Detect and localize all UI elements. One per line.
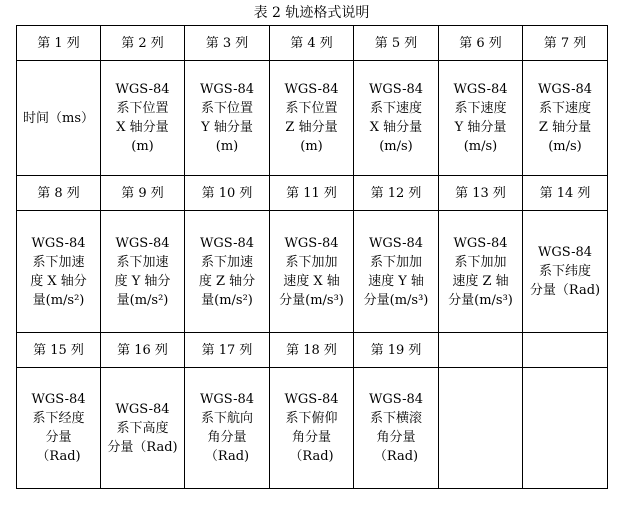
table-cell: [439, 211, 523, 333]
content-row-1: [17, 61, 608, 176]
column-header: 第 8 列: [17, 176, 101, 211]
table-cell-empty: [439, 368, 523, 489]
column-header: 第 12 列: [354, 176, 439, 211]
column-header: 第 6 列: [439, 26, 523, 61]
cell-text: WGS-84 系下速度 X 轴分量 (m/s): [368, 82, 424, 154]
header-row-3: [17, 333, 608, 368]
column-header-empty: [439, 333, 523, 368]
table-cell: [523, 211, 608, 333]
table-caption: 表 2 轨迹格式说明: [253, 5, 370, 21]
cell-text: WGS-84 系下横滚 角分量 （Rad): [368, 392, 424, 464]
column-header: 第 5 列: [354, 26, 439, 61]
column-header: 第 11 列: [270, 176, 354, 211]
cell-text: WGS-84 系下俯仰 角分量 （Rad): [284, 392, 339, 464]
content-row-3: [17, 368, 608, 489]
column-header: 第 10 列: [185, 176, 270, 211]
cell-text: WGS-84 系下经度 分量 （Rad): [31, 392, 86, 464]
column-header: 第 9 列: [101, 176, 185, 211]
table-cell: [354, 61, 439, 176]
table-cell: [354, 368, 439, 489]
cell-text: 时间（ms）: [23, 110, 94, 126]
cell-text: WGS-84 系下加速 度 Y 轴分 量(m/s²): [114, 235, 171, 308]
cell-text: WGS-84 系下位置 Z 轴分量 (m): [284, 82, 339, 154]
table-cell: [270, 368, 354, 489]
cell-text: WGS-84 系下加加 速度 Y 轴 分量(m/s³): [363, 235, 429, 308]
table-cell: [185, 368, 270, 489]
cell-text: WGS-84 系下位置 Y 轴分量 (m): [199, 82, 255, 154]
table-cell: [17, 61, 101, 176]
table-cell: [523, 61, 608, 176]
cell-text: WGS-84 系下加加 速度 Z 轴 分量(m/s³): [448, 235, 513, 308]
table-cell: [101, 211, 185, 333]
table-cell: [270, 211, 354, 333]
cell-text: WGS-84 系下速度 Y 轴分量 (m/s): [453, 82, 508, 154]
column-header: 第 4 列: [270, 26, 354, 61]
table-cell-empty: [523, 368, 608, 489]
table-cell: [354, 211, 439, 333]
cell-text: WGS-84 系下航向 角分量 （Rad): [199, 392, 255, 464]
column-header-empty: [523, 333, 608, 368]
table-cell: [185, 61, 270, 176]
table-cell: [17, 368, 101, 489]
column-header: 第 7 列: [523, 26, 608, 61]
column-header: 第 1 列: [17, 26, 101, 61]
cell-text: WGS-84 系下位置 X 轴分量 (m): [115, 82, 170, 154]
cell-text: WGS-84 系下加加 速度 X 轴 分量(m/s³): [279, 235, 344, 308]
table-cell: [270, 61, 354, 176]
table-cell: [439, 61, 523, 176]
cell-text: WGS-84 系下高度 分量（Rad): [107, 401, 178, 455]
column-header: 第 3 列: [185, 26, 270, 61]
column-header: 第 15 列: [17, 333, 101, 368]
column-header: 第 17 列: [185, 333, 270, 368]
header-row-1: [17, 26, 608, 61]
header-row-2: [17, 176, 608, 211]
column-header: 第 2 列: [101, 26, 185, 61]
content-row-2: [17, 211, 608, 333]
cell-text: WGS-84 系下纬度 分量（Rad): [529, 245, 601, 298]
table-cell: [185, 211, 270, 333]
column-header: 第 16 列: [101, 333, 185, 368]
table-cell: [17, 211, 101, 333]
column-header: 第 19 列: [354, 333, 439, 368]
trajectory-format-table: [16, 25, 608, 489]
cell-text: WGS-84 系下加速 度 Z 轴分 量(m/s²): [198, 235, 256, 308]
cell-text: WGS-84 系下加速 度 X 轴分 量(m/s²): [30, 235, 87, 308]
column-header: 第 14 列: [523, 176, 608, 211]
table-cell: [101, 368, 185, 489]
column-header: 第 13 列: [439, 176, 523, 211]
table-cell: [101, 61, 185, 176]
column-header: 第 18 列: [270, 333, 354, 368]
cell-text: WGS-84 系下速度 Z 轴分量 (m/s): [537, 82, 593, 154]
